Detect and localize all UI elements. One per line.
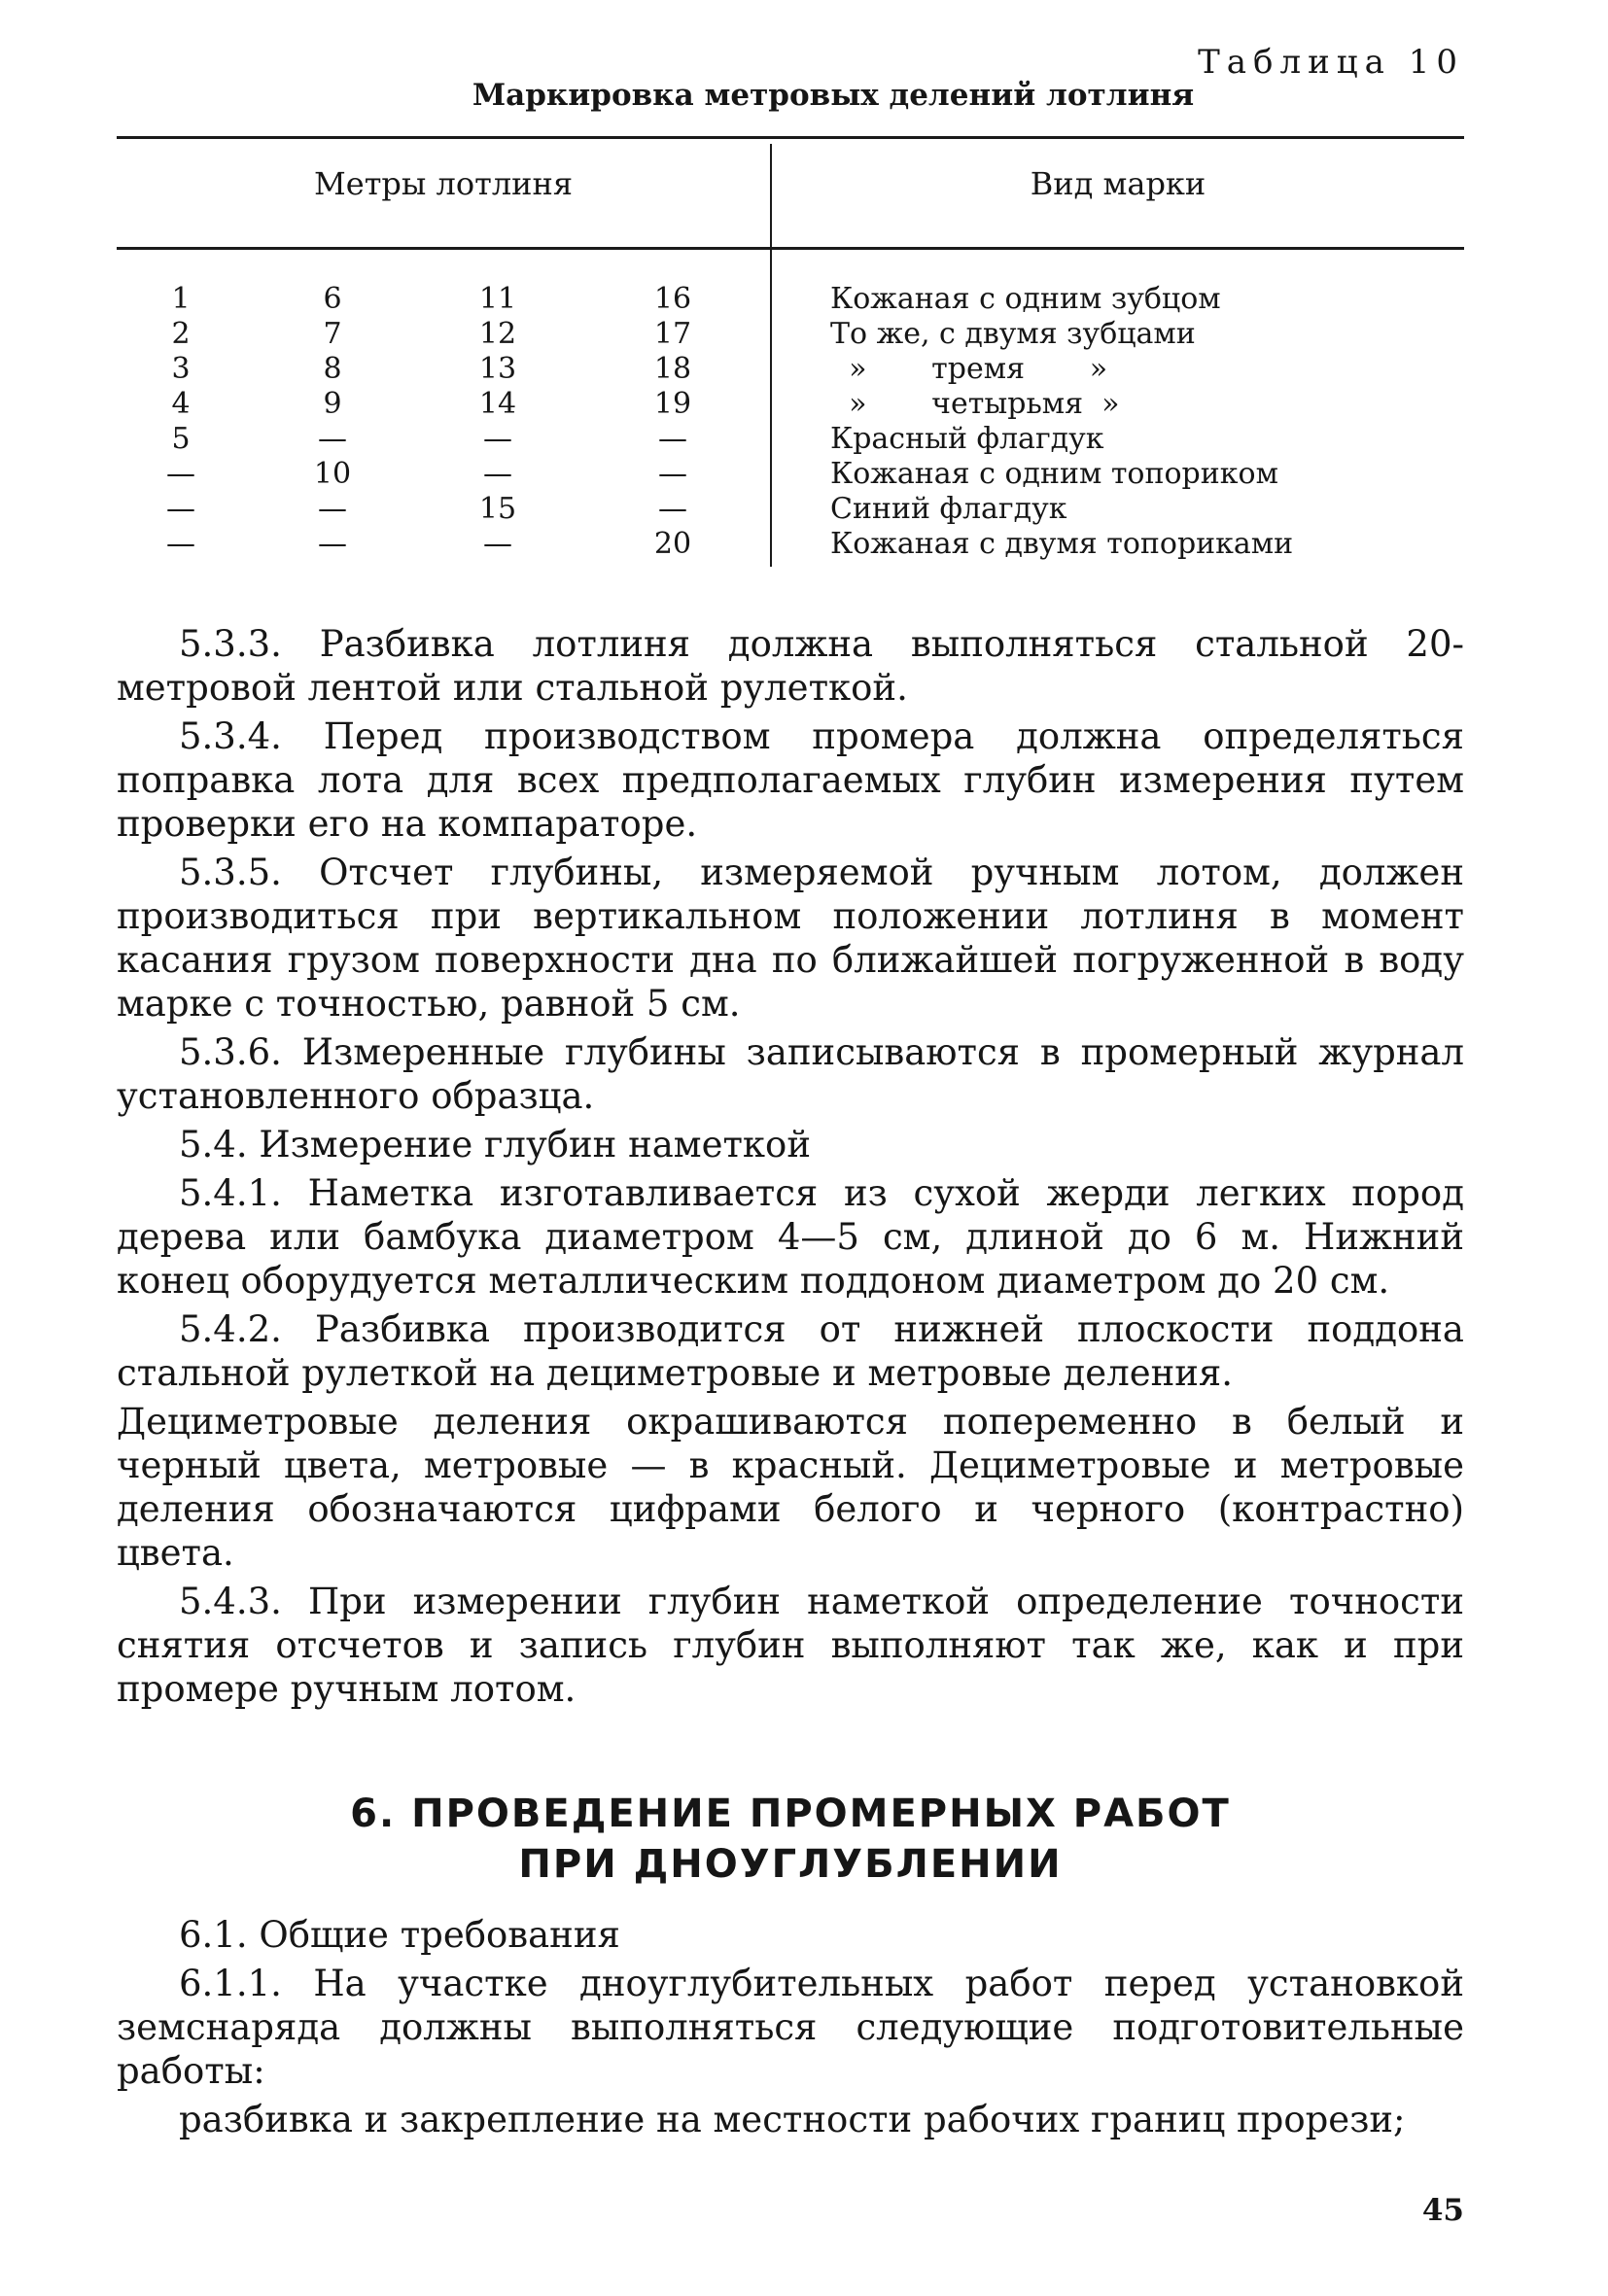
meter-cell: 15	[478, 492, 517, 526]
meter-cell: 18	[653, 352, 692, 386]
meter-cell: 8	[323, 352, 342, 386]
paragraph-5-3-6: 5.3.6. Измеренные глубины записываются в промерный журнал установленного образца.	[117, 1031, 1464, 1117]
meter-cell: 10	[313, 457, 352, 491]
paragraph-5-4-2: 5.4.2. Разбивка производится от нижней плоскости поддона стальной рулеткой на дециметровые и метровые деления.	[117, 1308, 1464, 1394]
table-row	[117, 527, 1464, 562]
meter-cell: 2	[171, 317, 191, 351]
meter-cell: —	[483, 457, 512, 491]
header-mark-type: Вид марки	[1030, 165, 1206, 202]
meter-cell: 12	[478, 317, 517, 351]
paragraph-5-4-1: 5.4.1. Наметка изготавливается из сухой жерди легких пород дерева или бамбука диаметром 4—5 см, длиной до 6 м. Нижний конец оборудуется металлическим поддоном диаметром до 20 см.	[117, 1172, 1464, 1302]
meter-cell: 3	[171, 352, 191, 386]
mark-cell: Синий флагдук	[830, 492, 1067, 526]
body-text	[117, 622, 1464, 1716]
meter-cell: 20	[653, 527, 692, 561]
meter-cell: —	[166, 527, 195, 561]
paragraph-5-3-3: 5.3.3. Разбивка лотлиня должна выполняться стальной 20-метровой лентой или стальной рулеткой.	[117, 623, 1464, 709]
meter-cell: —	[166, 492, 195, 526]
meter-cell: 13	[478, 352, 517, 386]
table-row	[117, 282, 1464, 317]
meter-cell: 17	[653, 317, 692, 351]
meter-cell: 5	[171, 422, 191, 456]
mark-cell: Красный флагдук	[830, 422, 1104, 456]
table-row	[117, 352, 1464, 387]
meter-cell: —	[166, 457, 195, 491]
meter-cell: 7	[323, 317, 342, 351]
mark-cell: Кожаная с двумя топориками	[830, 527, 1294, 561]
mark-cell: Кожаная с одним топориком	[830, 457, 1278, 491]
meter-cell: —	[318, 527, 347, 561]
paragraph-5-3-4: 5.3.4. Перед производством промера должна определяться поправка лота для всех предполагаемых глубин измерения путем проверки его на компараторе.	[117, 715, 1464, 845]
table-row	[117, 457, 1464, 492]
mark-cell: Кожаная с одним зубцом	[830, 282, 1221, 316]
meter-cell: 14	[478, 387, 517, 421]
meter-cell: 6	[323, 282, 342, 316]
paragraph-6-1-1: 6.1.1. На участке дноуглубительных работ перед установкой земснаряда должны выполняться следующие подготовительные работы:	[117, 1963, 1464, 2092]
meter-cell: 11	[478, 282, 517, 316]
page-number: 45	[1421, 2193, 1464, 2228]
meter-cell: 1	[171, 282, 191, 316]
table-caption: Маркировка метровых делений лотлиня	[472, 78, 1195, 113]
paragraph-5-3-5: 5.3.5. Отсчет глубины, измеряемой ручным лотом, должен производиться при вертикальном положении лотлиня в момент касания грузом поверхности дна по ближайшей погруженной в воду марке с точностью, равной 5 см.	[117, 852, 1464, 1025]
meter-cell: 16	[653, 282, 692, 316]
meter-cell: —	[483, 422, 512, 456]
list-item-staking: разбивка и закрепление на местности рабочих границ прорези;	[179, 2099, 1406, 2140]
marking-table	[117, 136, 1464, 569]
body-text-section-6	[117, 1913, 1464, 2146]
table-top-rule	[117, 136, 1464, 139]
paragraph-decimeter-colors: Дециметровые деления окрашиваются попеременно в белый и черный цвета, метровые — в красный. Дециметровые и метровые деления обозначаются цифрами белого и черного (контрастно) цвета.	[117, 1401, 1464, 1574]
meter-cell: —	[318, 422, 347, 456]
section-heading-line-1: 6. ПРОВЕДЕНИЕ ПРОМЕРНЫХ РАБОТ	[350, 1792, 1231, 1836]
section-heading-line-2: ПРИ ДНОУГЛУБЛЕНИИ	[518, 1842, 1063, 1887]
subheading-5-4: 5.4. Измерение глубин наметкой	[179, 1124, 811, 1165]
table-row	[117, 387, 1464, 422]
table-row	[117, 492, 1464, 527]
meter-cell: —	[318, 492, 347, 526]
meter-cell: 4	[171, 387, 191, 421]
section-heading	[117, 1789, 1464, 1890]
table-number-label: Таблица 10	[1198, 43, 1464, 82]
mark-cell: » четырьмя »	[830, 387, 1120, 421]
table-header-rule	[117, 247, 1464, 250]
table-row	[117, 422, 1464, 457]
meter-cell: —	[658, 422, 687, 456]
meter-cell: —	[658, 457, 687, 491]
table-row	[117, 317, 1464, 352]
header-meters: Метры лотлиня	[314, 165, 573, 202]
meter-cell: 9	[323, 387, 342, 421]
meter-cell: —	[483, 527, 512, 561]
paragraph-5-4-3: 5.4.3. При измерении глубин наметкой определение точности снятия отсчетов и запись глубин выполняют так же, как и при промере ручным лотом.	[117, 1581, 1464, 1710]
meter-cell: —	[658, 492, 687, 526]
mark-cell: То же, с двумя зубцами	[830, 317, 1196, 351]
meter-cell: 19	[653, 387, 692, 421]
subheading-6-1: 6.1. Общие требования	[179, 1914, 620, 1956]
mark-cell: » тремя »	[830, 352, 1108, 386]
